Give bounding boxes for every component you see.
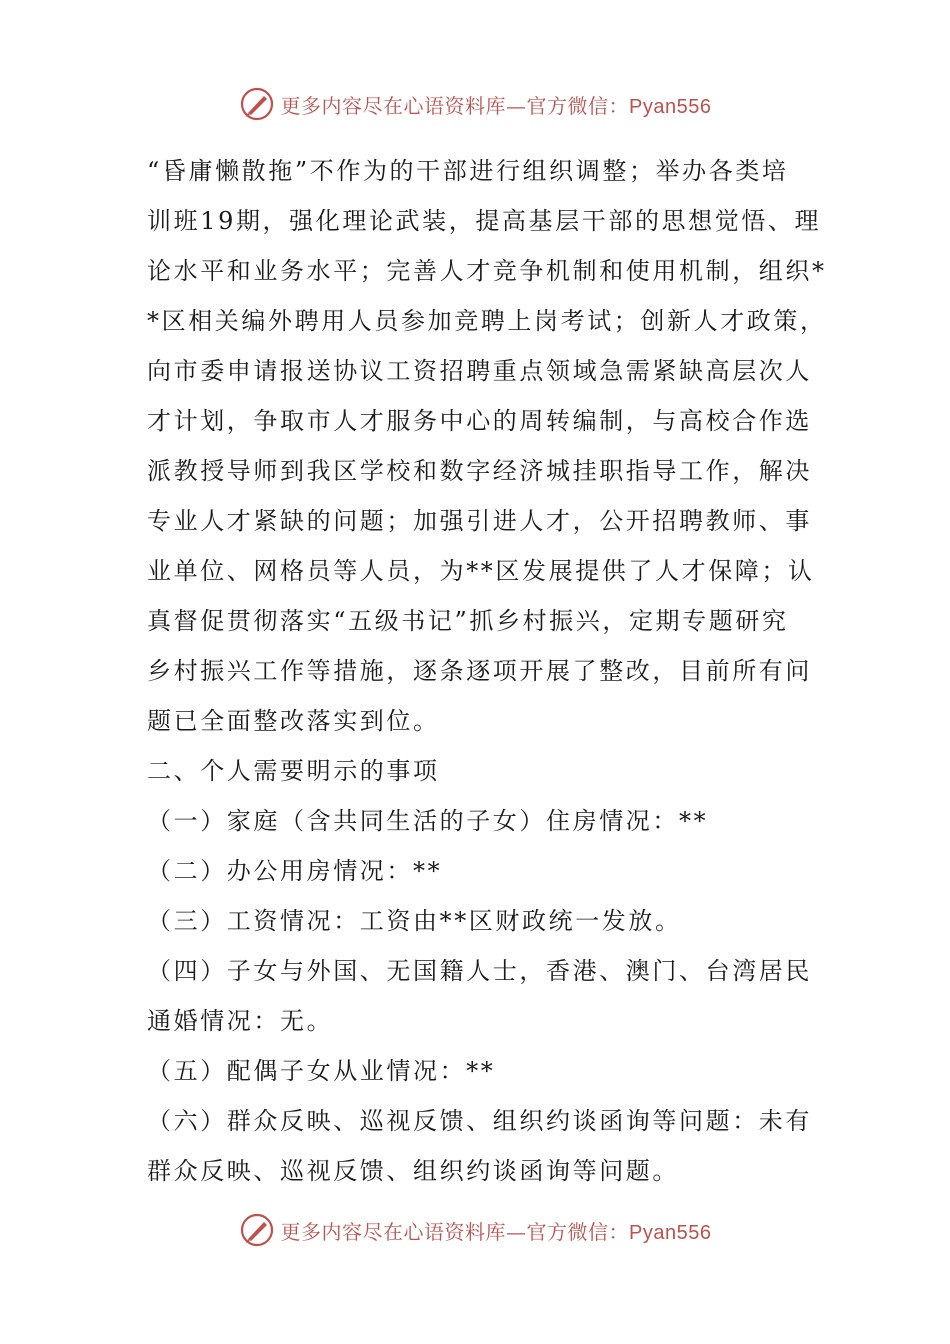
text-line: 乡村振兴工作等措施，逐条逐项开展了整改，目前所有问 (147, 657, 812, 685)
text-line: （一）家庭（含共同生活的子女）住房情况：** (147, 807, 709, 835)
text-line: “昏庸懒散拖”不作为的干部进行组织调整；举办各类培 (147, 157, 789, 185)
text-line: 业单位、网格员等人员，为**区发展提供了人才保障；认 (147, 557, 815, 585)
text-line: 派教授导师到我区学校和数字经济城挂职指导工作，解决 (147, 457, 812, 485)
banner-text: 更多内容尽在心语资料库—官方微信：Pyan556 (280, 1219, 712, 1244)
text-line: 群众反映、巡视反馈、组织约谈函询等问题。 (147, 1157, 679, 1185)
text-line: （六）群众反映、巡视反馈、组织约谈函询等问题：未有 (147, 1107, 812, 1135)
pen-logo-icon (239, 86, 275, 122)
text-line: 专业人才紧缺的问题；加强引进人才，公开招聘教师、事 (147, 507, 812, 535)
text-line: 二、个人需要明示的事项 (147, 757, 440, 785)
pen-logo-icon (239, 1212, 275, 1248)
text-line: （五）配偶子女从业情况：** (147, 1057, 496, 1085)
text-line: （二）办公用房情况：** (147, 857, 443, 885)
text-line: （四）子女与外国、无国籍人士，香港、澳门、台湾居民 (147, 957, 812, 985)
text-line: 通婚情况：无。 (147, 1007, 334, 1035)
header-watermark-banner (0, 84, 950, 124)
text-line: 才计划，争取市人才服务中心的周转编制，与高校合作选 (147, 407, 812, 435)
text-line: 向市委申请报送协议工资招聘重点领域急需紧缺高层次人 (147, 357, 812, 385)
text-line: 真督促贯彻落实“五级书记”抓乡村振兴，定期专题研究 (147, 607, 789, 635)
banner-text: 更多内容尽在心语资料库—官方微信：Pyan556 (280, 93, 712, 118)
footer-watermark-banner (0, 1210, 950, 1250)
text-line: 训班19期，强化理论武装，提高基层干部的思想觉悟、理 (147, 207, 822, 235)
text-line: （三）工资情况：工资由**区财政统一发放。 (147, 907, 682, 935)
document-body (147, 146, 827, 1196)
body-paragraphs (147, 146, 827, 1196)
text-line: *区相关编外聘用人员参加竞聘上岗考试；创新人才政策， (147, 307, 827, 335)
text-line: 论水平和业务水平；完善人才竞争机制和使用机制，组织* (147, 257, 827, 285)
text-line: 题已全面整改落实到位。 (147, 707, 440, 735)
